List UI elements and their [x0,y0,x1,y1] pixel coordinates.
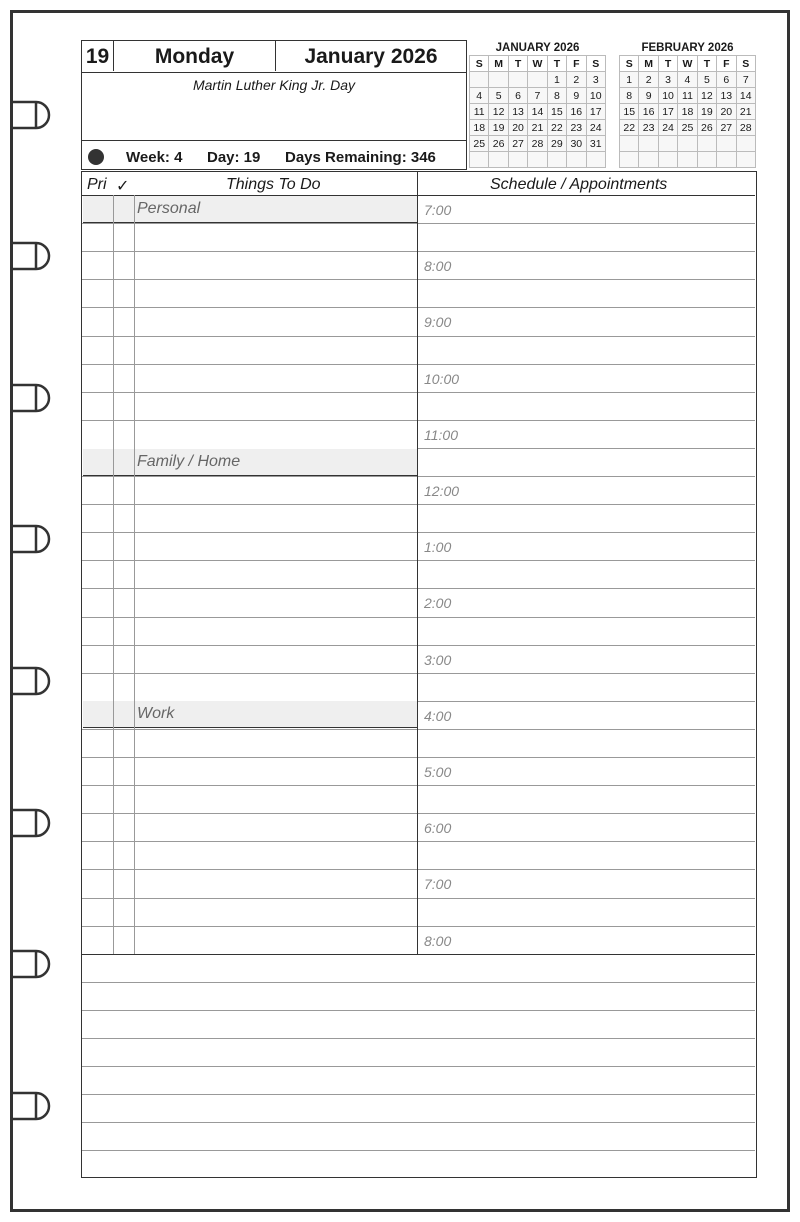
date-cell: 14 [528,104,547,120]
date-cell: 17 [658,104,677,120]
ruled-line [418,223,755,224]
weekday-cell: W [678,56,697,72]
time-slot-label: 6:00 [424,820,452,837]
week-row [470,120,606,136]
week-row [620,120,756,136]
ruled-line [82,307,417,308]
time-slot-label: 7:00 [424,202,452,218]
date-cell [717,136,736,152]
date-cell [508,72,527,88]
ruled-line [82,757,417,758]
date-cell: 16 [639,104,658,120]
day-label: Day: 19 [207,149,261,166]
date-cell [678,152,697,168]
date-cell: 7 [528,88,547,104]
ruled-line [418,813,755,814]
time-slot-label: 4:00 [424,707,452,724]
date-cell: 15 [547,104,566,120]
priority-column-header: Pri [87,176,107,193]
date-cell [528,152,547,168]
date-cell [620,136,639,152]
column-divider [113,195,114,954]
date-cell: 13 [717,88,736,104]
ruled-line [418,448,755,449]
binder-ring-icon [10,238,55,274]
weekday-cell: M [639,56,658,72]
date-cell: 1 [547,72,566,88]
date-cell: 28 [528,136,547,152]
binder-ring-icon [10,663,55,699]
ruled-line [418,926,755,927]
date-cell [620,152,639,168]
ruled-line [82,560,417,561]
check-column-header: ✓ [116,178,130,195]
ruled-line [82,673,417,674]
time-slot-label: 12:00 [424,483,460,499]
date-cell: 2 [567,72,586,88]
ruled-line [82,785,417,786]
date-cell: 26 [489,136,508,152]
date-cell [678,136,697,152]
ruled-line [82,841,417,842]
ruled-line [82,504,417,505]
date-cell [697,152,716,168]
date-cell: 24 [586,120,605,136]
date-cell [658,136,677,152]
date-cell: 9 [639,88,658,104]
ruled-line [82,392,417,393]
date-cell: 19 [489,120,508,136]
date-cell: 14 [736,88,755,104]
date-cell: 11 [470,104,489,120]
weekday-cell: S [620,56,639,72]
date-cell: 20 [717,104,736,120]
weekday-cell: T [697,56,716,72]
date-cell: 27 [508,136,527,152]
mini-calendar-grid [469,55,606,168]
date-cell: 12 [489,104,508,120]
date-cell: 26 [697,120,716,136]
weekday-row [470,56,606,72]
binder-ring-icon [10,805,55,841]
ruled-line [418,617,755,618]
ruled-line [418,392,755,393]
date-header-row [82,41,466,73]
date-cell [586,152,605,168]
ruled-line [418,504,755,505]
ruled-line [418,588,755,589]
ruled-line [418,841,755,842]
weekday-cell: T [547,56,566,72]
mini-calendar-january [469,42,606,172]
date-cell: 4 [470,88,489,104]
date-cell: 11 [678,88,697,104]
week-row [470,88,606,104]
date-cell: 27 [717,120,736,136]
date-cell: 6 [508,88,527,104]
ruled-line [82,729,417,730]
ruled-line [418,336,755,337]
week-row [620,72,756,88]
week-row [620,88,756,104]
date-stats [82,140,466,170]
ruled-line [418,898,755,899]
date-cell: 21 [736,104,755,120]
ruled-line [82,336,417,337]
date-cell: 24 [658,120,677,136]
ruled-line [418,420,755,421]
ruled-line [82,954,755,955]
time-slot-label: 8:00 [424,258,452,275]
weekday-cell: F [567,56,586,72]
date-cell: 10 [586,88,605,104]
time-slot-label: 7:00 [424,876,452,893]
category-label: Personal [137,200,201,217]
month-year: January 2026 [304,45,438,68]
ruled-line [82,532,417,533]
ruled-line [82,195,755,196]
schedule-header: Schedule / Appointments [490,176,668,193]
date-cell: 13 [508,104,527,120]
date-cell: 12 [697,88,716,104]
ruled-line [82,251,417,252]
ruled-line [418,785,755,786]
date-cell: 4 [678,72,697,88]
ruled-line [82,420,417,421]
date-cell [736,152,755,168]
date-cell: 5 [489,88,508,104]
date-cell: 29 [547,136,566,152]
planner-grid [81,171,757,1178]
ruled-line [82,476,417,477]
date-cell: 9 [567,88,586,104]
weekday-cell: T [508,56,527,72]
ruled-line [82,364,417,365]
time-slot-label: 1:00 [424,539,452,556]
date-cell: 18 [470,120,489,136]
date-cell: 20 [508,120,527,136]
week-row [470,152,606,168]
date-cell [508,152,527,168]
date-cell: 23 [567,120,586,136]
date-cell: 25 [678,120,697,136]
date-cell: 8 [547,88,566,104]
time-slot-label: 10:00 [424,370,460,387]
ruled-line [418,476,755,477]
date-cell [489,72,508,88]
date-cell: 16 [567,104,586,120]
weekday-cell: T [658,56,677,72]
date-cell: 30 [567,136,586,152]
date-cell [470,152,489,168]
weekday-cell: F [717,56,736,72]
weekday-cell: M [489,56,508,72]
time-slot-label: 11:00 [424,426,458,443]
ruled-line [82,645,417,646]
day-name: Monday [114,41,276,71]
date-cell: 5 [697,72,716,88]
ruled-line [418,560,755,561]
date-cell [736,136,755,152]
week-row [470,104,606,120]
date-cell: 7 [736,72,755,88]
category-label: Work [137,705,175,722]
full-moon-icon [88,149,104,165]
ruled-line [82,1094,755,1095]
date-cell: 23 [639,120,658,136]
holiday-label: Martin Luther King Jr. Day [192,77,356,93]
column-divider [417,172,418,954]
date-cell [489,152,508,168]
date-cell: 3 [586,72,605,88]
mini-calendar-grid [619,55,756,168]
ruled-line [82,1066,755,1067]
time-slot-label: 5:00 [424,764,452,780]
date-cell: 6 [717,72,736,88]
time-slot-label: 8:00 [424,932,452,949]
binder-ring-icon [10,1088,55,1124]
date-cell: 2 [639,72,658,88]
weekday-cell: S [586,56,605,72]
day-number: 19 [82,41,114,71]
week-row [470,136,606,152]
week-row [620,136,756,152]
date-cell [567,152,586,168]
binder-ring-icon [10,97,55,133]
things-to-do-header: Things To Do [226,176,321,193]
date-cell: 25 [470,136,489,152]
ruled-line [418,279,755,280]
ruled-line [418,307,755,308]
mini-calendar-february [619,42,756,172]
date-cell: 22 [547,120,566,136]
date-cell: 10 [658,88,677,104]
mini-calendar-title: JANUARY 2026 [495,42,580,54]
ruled-line [82,1150,755,1151]
ruled-line [82,982,755,983]
ruled-line [82,869,417,870]
ruled-line [418,869,755,870]
binder-ring-icon [10,521,55,557]
date-cell: 21 [528,120,547,136]
mini-calendar-title: FEBRUARY 2026 [641,42,734,54]
weekday-cell: W [528,56,547,72]
column-divider [134,195,135,954]
weekday-cell: S [470,56,489,72]
date-cell: 31 [586,136,605,152]
date-cell [547,152,566,168]
date-cell: 3 [658,72,677,88]
ruled-line [82,1010,755,1011]
ruled-line [82,1038,755,1039]
category-label: Family / Home [137,453,241,470]
ruled-line [418,645,755,646]
date-cell [528,72,547,88]
date-cell [470,72,489,88]
ruled-line [82,1122,755,1123]
date-cell: 8 [620,88,639,104]
date-cell: 18 [678,104,697,120]
date-cell: 1 [620,72,639,88]
ruled-line [418,701,755,702]
date-cell [658,152,677,168]
date-cell: 15 [620,104,639,120]
week-row [470,72,606,88]
weekday-row [620,56,756,72]
week-label: Week: 4 [126,149,183,166]
ruled-line [82,617,417,618]
binder-ring-icon [10,946,55,982]
ruled-line [82,813,417,814]
date-cell: 19 [697,104,716,120]
days-remaining-label: Days Remaining: 346 [285,149,436,166]
ruled-line [418,532,755,533]
time-slot-label: 9:00 [424,314,452,331]
ruled-line [418,251,755,252]
ruled-line [82,279,417,280]
ruled-line [82,588,417,589]
ruled-line [418,673,755,674]
date-header [81,40,467,170]
date-cell [717,152,736,168]
date-cell [697,136,716,152]
ruled-line [82,223,417,224]
ruled-line [82,926,417,927]
ruled-line [418,729,755,730]
ruled-line [418,757,755,758]
date-cell [639,152,658,168]
ruled-line [418,364,755,365]
binder-ring-icon [10,380,55,416]
time-slot-label: 3:00 [424,651,452,668]
week-row [620,104,756,120]
week-row [620,152,756,168]
ruled-line [82,898,417,899]
time-slot-label: 2:00 [424,595,452,612]
weekday-cell: S [736,56,755,72]
date-cell [639,136,658,152]
date-cell: 28 [736,120,755,136]
date-cell: 17 [586,104,605,120]
date-cell: 22 [620,120,639,136]
